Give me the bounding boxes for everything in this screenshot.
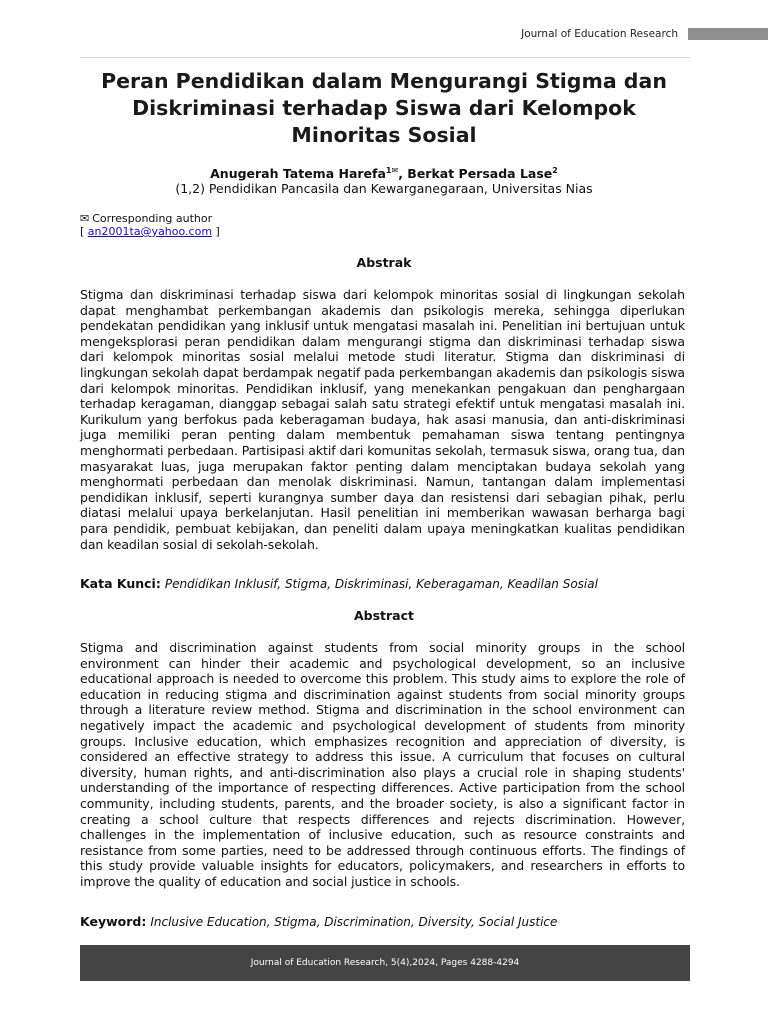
envelope-icon: ✉ [80,212,90,225]
kata-kunci-line [80,575,688,593]
header-accent-bar [688,28,768,40]
footer-citation-bar [80,945,690,981]
author-affiliation: (1,2) Pendidikan Pancasila dan Kewarganegaraan, Universitas Nias [175,181,593,196]
paper-title: Peran Pendidikan dalam Mengurangi Stigma dan Diskriminasi terhadap Siswa dari Kelompok Minoritas Sosial [101,69,667,147]
author-affiliation-mark: 1✉ [385,166,399,175]
kata-kunci-label: Kata Kunci: [80,576,161,591]
kata-kunci-list: Pendidikan Inklusif, Stigma, Diskriminasi, Keberagaman, Keadilan Sosial [164,577,598,591]
abstrak-heading: Abstrak [356,255,412,270]
bracket-close: ] [212,225,220,238]
abstract-heading: Abstract [353,608,415,623]
author-name: Anugerah Tatema Harefa [210,166,386,182]
running-header-journal-name: Journal of Education Research [521,28,678,40]
corresponding-author-label: Corresponding author [92,212,213,225]
author-separator: , [398,166,408,182]
footer-citation: Journal of Education Research, 5(4),2024, Pages 4288-4294 [250,958,520,968]
abstrak-text: Stigma dan diskriminasi terhadap siswa dari kelompok minoritas sosial di lingkungan sekolah dapat menghambat perkembangan akademis dan psikologis mereka, sehingga diperlukan pendekatan pendidikan yang inklusif untuk mengatasi masalah ini. Penelitian ini bertujuan untuk mengeksplorasi peran pendidikan dalam mengurangi stigma dan diskriminasi terhadap siswa dari kelompok minoritas sosial melalui metode studi literatur. Stigma dan diskriminasi di lingkungan sekolah dapat berdampak negatif pada perkembangan akademis dan psikologis siswa dari kelompok minoritas. Pendidikan inklusif, yang menekankan pengakuan dan penghargaan terhadap keragaman, dianggap sebagai salah satu strategi efektif untuk mengatasi masalah ini. Kurikulum yang berfokus pada keberagaman budaya, hak asasi manusia, dan anti-diskriminasi juga memiliki peran penting dalam membentuk pemahaman siswa tentang pentingnya menghormati perbedaan. Partisipasi aktif dari komunitas sekolah, termasuk siswa, orang tua, dan masyarakat luas, juga merupakan faktor penting dalam menciptakan budaya sekolah yang menghormati perbedaan dan menolak diskriminasi. Namun, tantangan dalam implementasi pendidikan inklusif, seperti kurangnya sumber daya dan resistensi dari sebagian pihak, perlu diatasi melalui upaya berkelanjutan. Hasil penelitian ini memberikan wawasan berharga bagi para pendidik, pembuat kebijakan, dan peneliti dalam upaya meningkatkan kualitas pendidikan dan keadilan sosial di sekolah-sekolah. [80,287,685,552]
keyword-list: Inclusive Education, Stigma, Discrimination, Diversity, Social Justice [150,915,558,929]
header-divider [80,57,690,58]
abstract-text: Stigma and discrimination against students from social minority groups in the school environment can hinder their academic and psychological development, so an inclusive educational approach is needed to overcome this problem. This study aims to explore the role of education in reducing stigma and discrimination against students from social minority groups through a literature review method. Stigma and discrimination in the school environment can negatively impact the academic and psychological development of students from minority groups. Inclusive education, which emphasizes recognition and appreciation of diversity, is considered an effective strategy to address this issue. A curriculum that focuses on cultural diversity, human rights, and anti-discrimination also plays a crucial role in shaping students' understanding of the importance of respecting differences. Active participation from the school community, including students, parents, and the broader society, is also a significant factor in creating a school culture that respects differences and rejects discrimination. However, challenges in the implementation of inclusive education, such as resource constraints and resistance from some parties, need to be addressed through continuous efforts. The findings of this study provide valuable insights for educators, policymakers, and researchers in efforts to improve the quality of education and social justice in schools. [80,640,685,889]
author-affiliation-mark: 2 [552,166,558,175]
corresponding-email-line [80,225,220,238]
keyword-label: Keyword: [80,914,147,929]
bracket-open: [ [80,225,88,238]
corresponding-author-note [80,212,212,225]
author-name: Berkat Persada Lase [407,166,553,182]
author-email-link[interactable]: an2001ta@yahoo.com [87,225,213,238]
keyword-line [80,913,688,931]
